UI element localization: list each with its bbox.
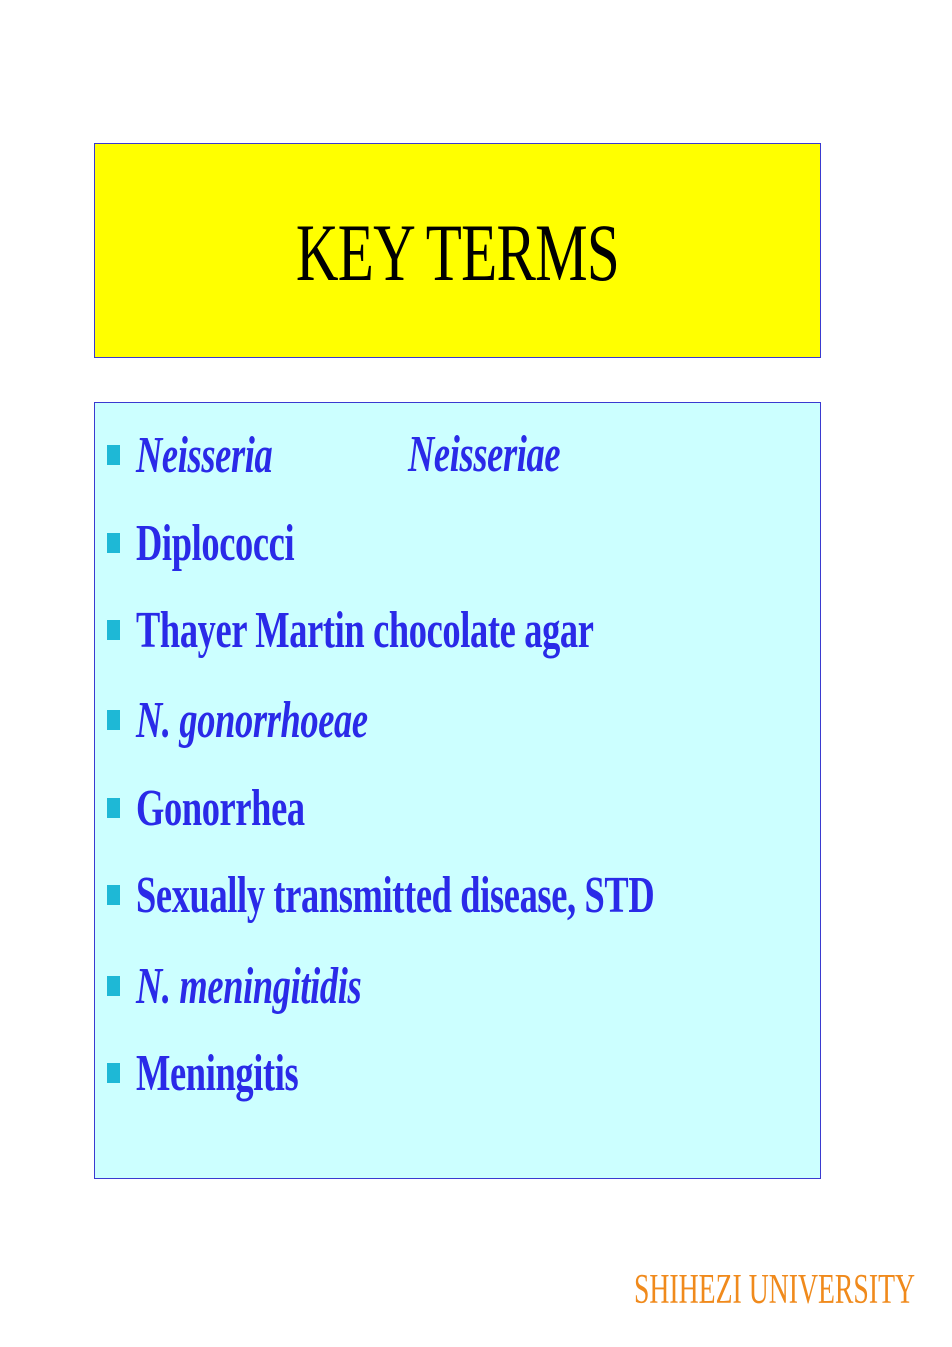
list-item <box>107 425 331 485</box>
term-secondary-text: Neisseriae <box>408 426 561 483</box>
list-item <box>107 865 876 925</box>
term-text: Neisseria <box>136 426 273 484</box>
square-bullet-icon <box>107 710 120 730</box>
term-text: N. gonorrhoeae <box>136 691 368 749</box>
term-text: Gonorrhea <box>136 779 305 837</box>
list-item <box>107 690 467 750</box>
square-bullet-icon <box>107 533 120 553</box>
key-terms-list <box>94 402 821 1179</box>
square-bullet-icon <box>107 885 120 905</box>
term-text: Meningitis <box>136 1044 299 1102</box>
term-text: Diplococci <box>136 514 295 572</box>
slide-title: KEY TERMS <box>295 206 620 298</box>
square-bullet-icon <box>107 620 120 640</box>
square-bullet-icon <box>107 798 120 818</box>
list-item <box>107 513 362 573</box>
term-text: Sexually transmitted disease, STD <box>136 866 655 924</box>
list-item <box>107 956 458 1016</box>
list-item <box>107 778 377 838</box>
square-bullet-icon <box>107 445 120 465</box>
square-bullet-icon <box>107 976 120 996</box>
list-item <box>107 1043 368 1103</box>
term-text: Thayer Martin chocolate agar <box>136 601 594 659</box>
term-text: N. meningitidis <box>136 957 362 1015</box>
square-bullet-icon <box>107 1063 120 1083</box>
title-banner <box>94 143 821 358</box>
university-footer: SHIHEZI UNIVERSITY <box>634 1267 916 1313</box>
list-item <box>107 600 790 660</box>
